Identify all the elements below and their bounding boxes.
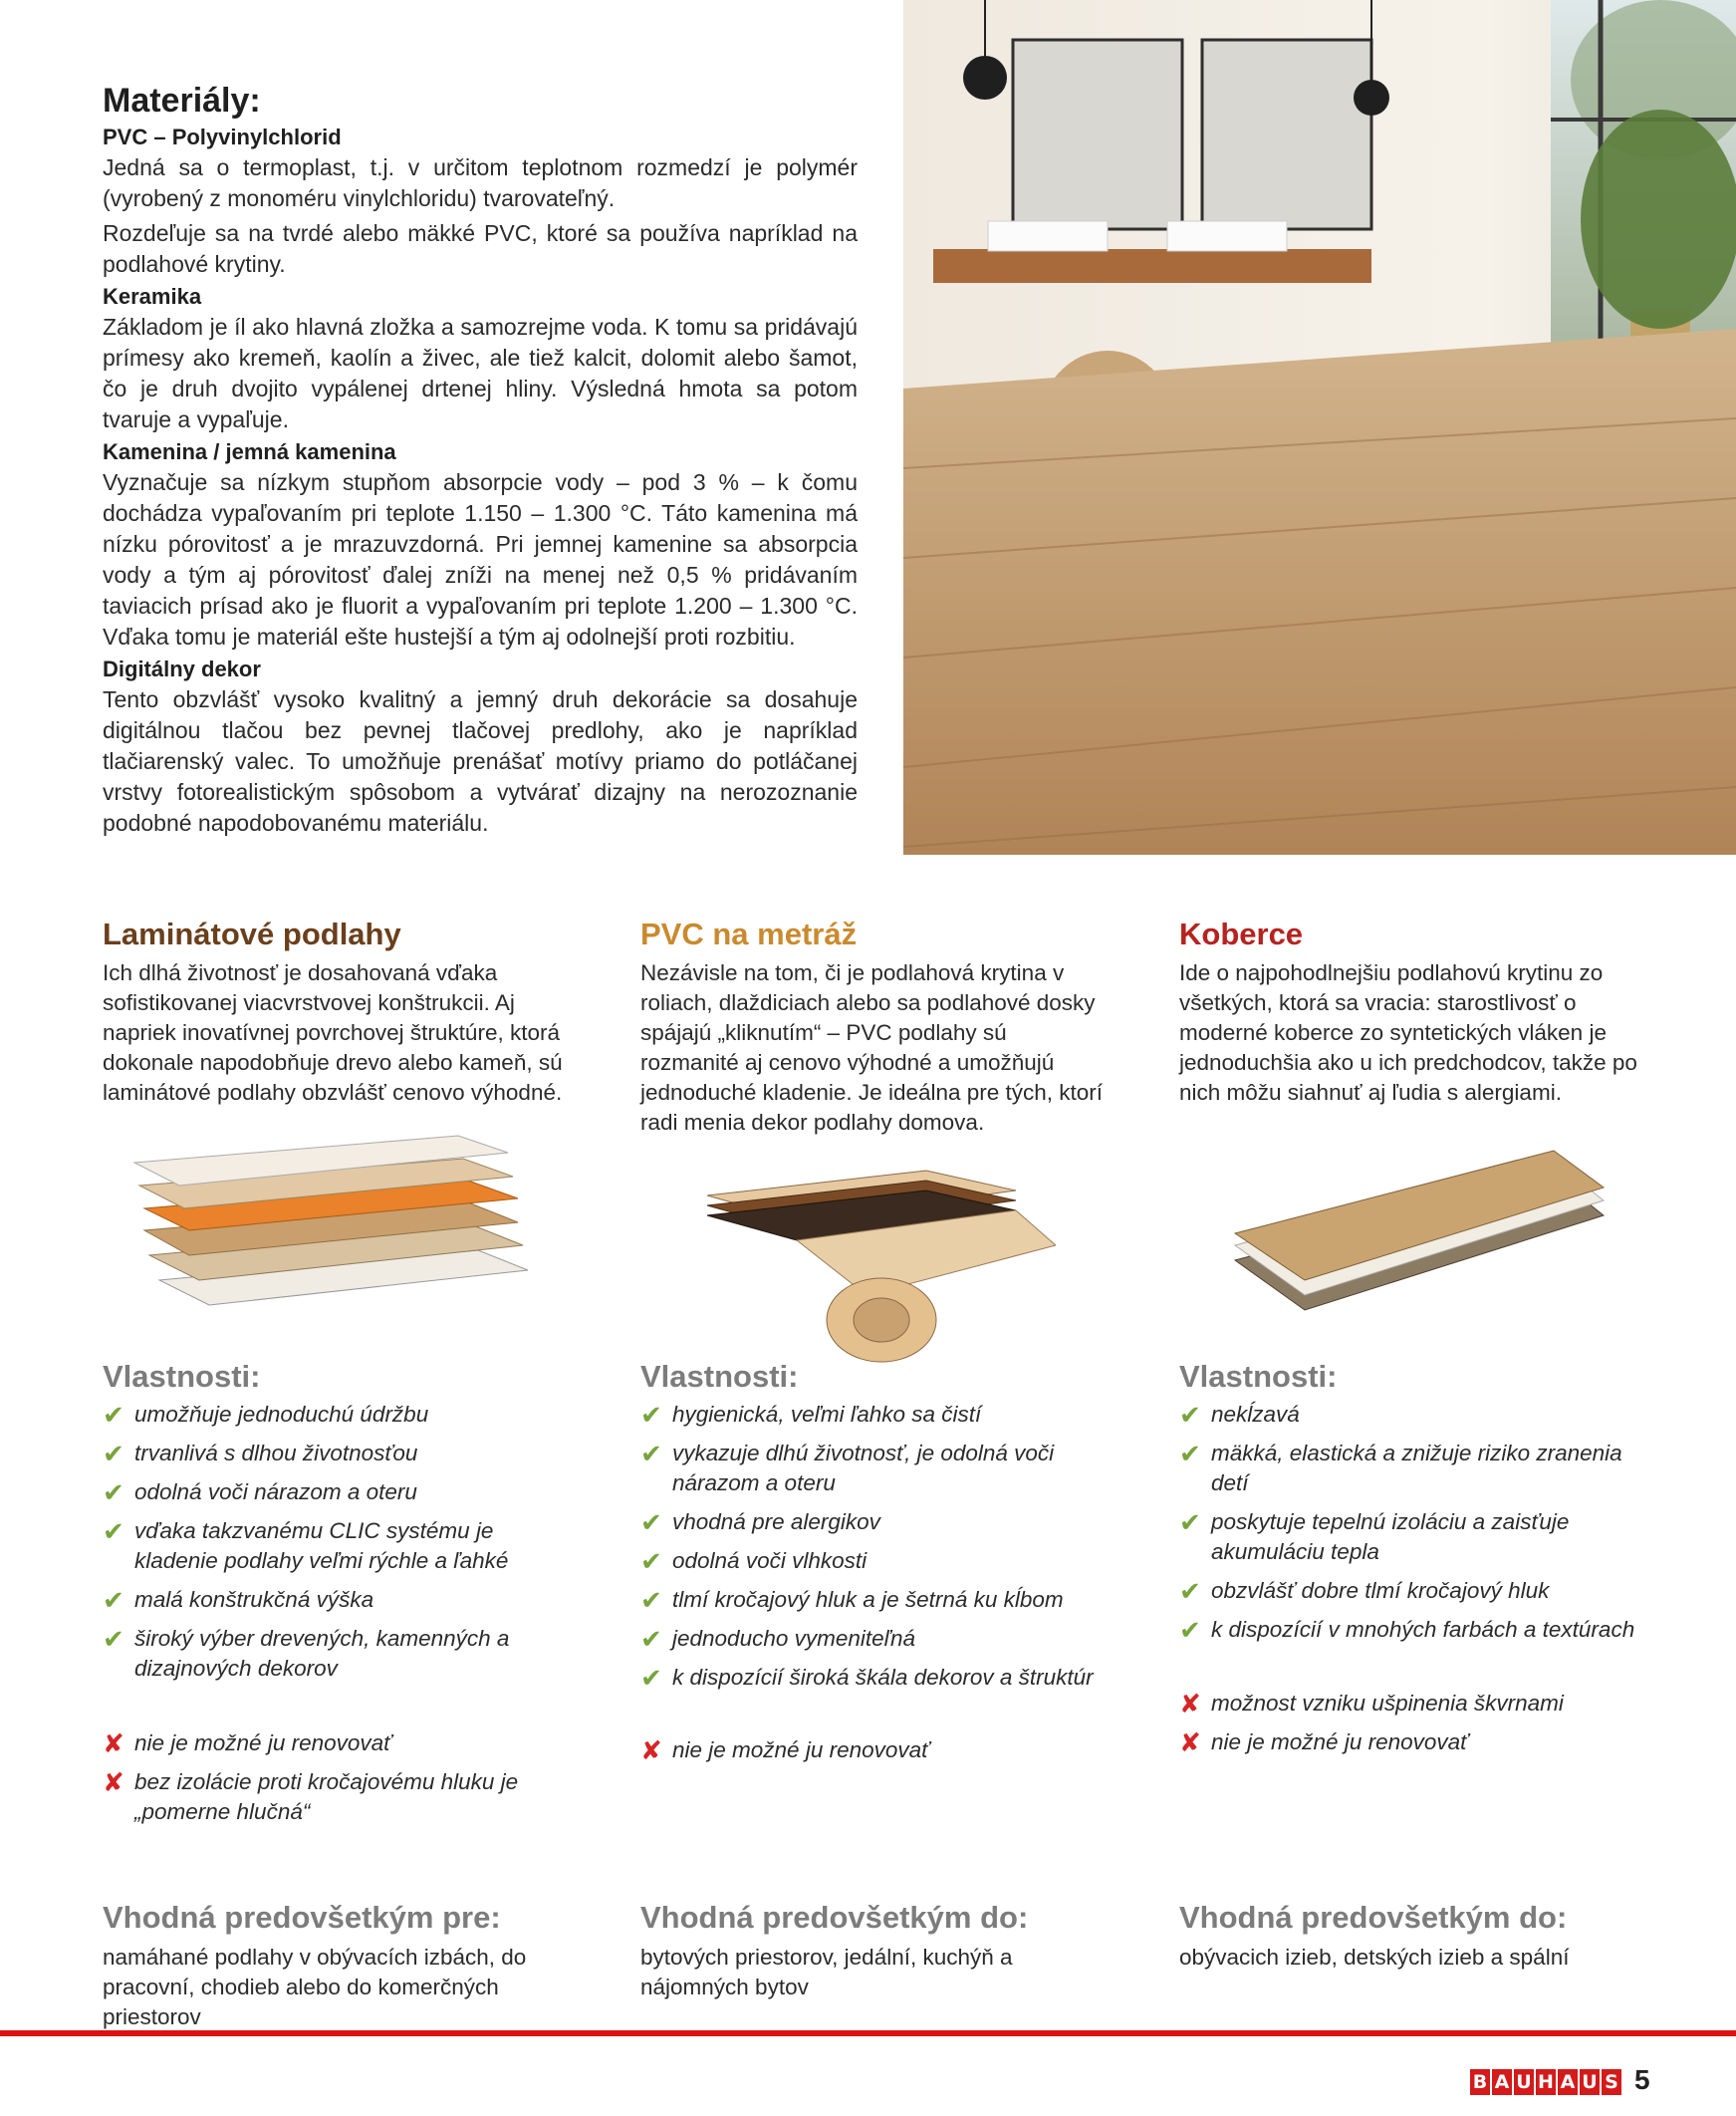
cross-icon: ✘ <box>1179 1689 1201 1719</box>
item-text: odolná voči vlhkosti <box>672 1548 868 1573</box>
cross-icon: ✘ <box>103 1767 124 1797</box>
props-title: Vlastnosti: <box>1179 1359 1338 1394</box>
materials-section <box>103 82 858 843</box>
pros-list <box>640 1400 1099 1702</box>
logo-letter: S <box>1602 2069 1621 2095</box>
pro-item <box>640 1400 1099 1430</box>
item-text: hygienická, veľmi ľahko sa čistí <box>672 1402 982 1427</box>
pros-list <box>1179 1400 1637 1654</box>
logo-letter: U <box>1580 2069 1600 2095</box>
check-icon: ✔ <box>1179 1576 1201 1606</box>
suitable-title: Vhodná predovšetkým do: <box>640 1900 1029 1935</box>
column-title: PVC na metráž <box>640 917 858 951</box>
props-title: Vlastnosti: <box>103 1359 261 1394</box>
check-icon: ✔ <box>640 1663 662 1693</box>
item-text: nie je možné ju renovovať <box>672 1737 930 1762</box>
material-paragraph: Rozdeľuje sa na tvrdé alebo mäkké PVC, ktoré sa používa napríklad na podlahové krytiny. <box>103 220 858 277</box>
pro-item <box>640 1507 1099 1537</box>
item-text: vykazuje dlhú životnosť, je odolná voči nárazom a oteru <box>672 1441 1055 1495</box>
con-item <box>103 1767 561 1827</box>
material-paragraph: Tento obzvlášť vysoko kvalitný a jemný druh dekorácie sa dosahuje digitálnou tlačou bez pevnej tlačovej predlohy, ako je napríklad tlačiarenský valec. To umožňuje prenášať motívy priamo do potláčanej vrstvy fotorealistickým spôsobom a vytvárať dizajny na nerozoznanie podobné napodobovanému materiálu. <box>103 686 858 836</box>
cross-icon: ✘ <box>103 1728 124 1758</box>
check-icon: ✔ <box>103 1585 124 1615</box>
cross-icon: ✘ <box>640 1735 662 1765</box>
check-icon: ✔ <box>103 1516 124 1546</box>
pro-item <box>640 1546 1099 1576</box>
logo-letter: A <box>1492 2069 1512 2095</box>
material-paragraph: Vyznačuje sa nízkym stupňom absorpcie vody – pod 3 % – k čomu dochádza vypaľovaním pri teplote 1.150 – 1.300 °C. Táto kamenina má nízku pórovitosť a je mrazuvzdorná. Pri jemnej kamenine sa absorpcia vody a tým aj pórovitosť ďalej zníži na menej než 0,5 % pridávaním taviacich prísad ako je fluorit a vypaľovaním pri teplote 1.200 – 1.300 °C. Vďaka tomu je materiál ešte hustejší a tým aj odolnejší proti rozbitiu. <box>103 469 858 650</box>
pro-item <box>640 1585 1099 1615</box>
pro-item <box>1179 1400 1637 1430</box>
suitable-text: bytových priestorov, jedální, kuchýň a nájomných bytov <box>640 1945 1013 1999</box>
check-icon: ✔ <box>103 1400 124 1430</box>
check-icon: ✔ <box>640 1546 662 1576</box>
item-text: umožňuje jednoduchú údržbu <box>134 1402 429 1427</box>
props-title: Vlastnosti: <box>640 1359 799 1394</box>
pro-item <box>103 1439 561 1468</box>
con-item <box>1179 1689 1637 1719</box>
check-icon: ✔ <box>1179 1507 1201 1537</box>
item-text: vďaka takzvanému CLIC systému je kladenie podlahy veľmi rýchle a ľahké <box>134 1518 509 1573</box>
cross-icon: ✘ <box>1179 1727 1201 1757</box>
check-icon: ✔ <box>640 1624 662 1654</box>
cons-list <box>1179 1689 1637 1766</box>
pro-item <box>640 1439 1099 1498</box>
item-text: k dispozícií v mnohých farbách a textúrach <box>1211 1617 1635 1642</box>
page-number: 5 <box>1634 2064 1650 2095</box>
con-item <box>1179 1727 1637 1757</box>
column-intro: Ide o najpohodlnejšiu podlahovú krytinu zo všetkých, ktorá sa vracia: starostlivosť o moderné koberce zo syntetických vláken je jednoduchšia ako u ich predchodcov, takže po nich môžu siahnuť aj ľudia s alergiami. <box>1179 960 1637 1105</box>
laminate-layers-illustration <box>129 1131 538 1325</box>
logo-letter: U <box>1514 2069 1534 2095</box>
pro-item <box>640 1663 1099 1693</box>
item-text: mäkká, elastická a znižuje riziko zranenia detí <box>1211 1441 1622 1495</box>
logo-letter: B <box>1470 2069 1490 2095</box>
suitable-text: obývacich izieb, detských izieb a spální <box>1179 1945 1570 1970</box>
item-text: možnost vzniku ušpinenia škvrnami <box>1211 1691 1564 1716</box>
pro-item <box>1179 1576 1637 1606</box>
footer-divider <box>0 2030 1736 2036</box>
column-laminate <box>103 917 571 1108</box>
pro-item <box>103 1477 561 1507</box>
check-icon: ✔ <box>103 1439 124 1468</box>
check-icon: ✔ <box>103 1624 124 1654</box>
material-paragraph: Základom je íl ako hlavná zložka a samozrejme voda. K tomu sa pridávajú prímesy ako kremeň, kaolín a živec, ale tiež kalcit, dolomit alebo šamot, čo je druh dvojito vypálenej drtenej hliny. Výsledná hmota sa potom tvaruje a vypaľuje. <box>103 314 858 432</box>
cons-list <box>640 1735 1099 1774</box>
item-text: malá konštrukčná výška <box>134 1587 374 1612</box>
material-heading-digital: Digitálny dekor <box>103 657 261 681</box>
suitable-title: Vhodná predovšetkým pre: <box>103 1900 501 1935</box>
check-icon: ✔ <box>1179 1439 1201 1468</box>
pro-item <box>1179 1439 1637 1498</box>
con-item <box>640 1735 1099 1765</box>
item-text: vhodná pre alergikov <box>672 1509 880 1534</box>
check-icon: ✔ <box>640 1585 662 1615</box>
pro-item <box>1179 1507 1637 1567</box>
material-paragraph: Jedná sa o termoplast, t.j. v určitom teplotnom rozmedzí je polymér (vyrobený z monoméru vinylchloridu) tvarovateľný. <box>103 154 858 211</box>
logo-letter: A <box>1558 2069 1578 2095</box>
item-text: obzvlášť dobre tlmí kročajový hluk <box>1211 1578 1550 1603</box>
pvc-roll-illustration <box>697 1156 1056 1370</box>
pro-item <box>103 1585 561 1615</box>
item-text: trvanlivá s dlhou životnosťou <box>134 1441 418 1465</box>
column-intro: Nezávisle na tom, či je podlahová krytina v roliach, dlaždiciach alebo sa podlahové dosky spájajú „kliknutím“ – PVC podlahy sú rozmanité aj cenovo výhodné a umožňujú jednoduché kladenie. Je ideálna pre tých, ktorí radi menia dekor podlahy domova. <box>640 960 1104 1135</box>
pro-item <box>103 1624 561 1684</box>
check-icon: ✔ <box>1179 1615 1201 1645</box>
suitable-title: Vhodná predovšetkým do: <box>1179 1900 1568 1935</box>
item-text: bez izolácie proti kročajovému hluku je „pomerne hlučná“ <box>134 1769 519 1824</box>
con-item <box>103 1728 561 1758</box>
item-text: jednoducho vymeniteľná <box>672 1626 915 1651</box>
column-pvc <box>640 917 1109 1138</box>
pro-item <box>640 1624 1099 1654</box>
bathroom-photo <box>903 0 1736 855</box>
column-title: Laminátové podlahy <box>103 917 401 951</box>
bauhaus-logo <box>1470 2069 1621 2095</box>
pro-item <box>103 1400 561 1430</box>
check-icon: ✔ <box>1179 1400 1201 1430</box>
material-heading-keramika: Keramika <box>103 284 202 309</box>
item-text: odolná voči nárazom a oteru <box>134 1479 417 1504</box>
item-text: nekĺzavá <box>1211 1402 1300 1427</box>
check-icon: ✔ <box>640 1400 662 1430</box>
materials-title: Materiály: <box>103 82 261 120</box>
column-title: Koberce <box>1179 917 1304 951</box>
material-heading-pvc: PVC – Polyvinylchlorid <box>103 125 342 149</box>
cons-list <box>103 1728 561 1836</box>
check-icon: ✔ <box>640 1439 662 1468</box>
check-icon: ✔ <box>640 1507 662 1537</box>
logo-letter: H <box>1536 2069 1556 2095</box>
item-text: nie je možné ju renovovať <box>1211 1729 1469 1754</box>
column-intro: Ich dlhá životnosť je dosahovaná vďaka sofistikovanej viacvrstvovej konštrukcii. Aj napriek inovatívnej povrchovej štruktúre, ktorá dokonale napodobňuje drevo alebo kameň, sú laminátové podlahy obzvlášť cenovo výhodné. <box>103 960 563 1105</box>
pro-item <box>1179 1615 1637 1645</box>
item-text: k dispozícií široká škála dekorov a štruktúr <box>672 1665 1094 1690</box>
item-text: tlmí kročajový hluk a je šetrná ku kĺbom <box>672 1587 1064 1612</box>
suitable-text: namáhané podlahy v obývacích izbách, do pracovní, chodieb alebo do komerčných priestorov <box>103 1945 527 2029</box>
pros-list <box>103 1400 561 1693</box>
item-text: široký výber drevených, kamenných a dizajnových dekorov <box>134 1626 510 1681</box>
column-carpet <box>1179 917 1647 1108</box>
check-icon: ✔ <box>103 1477 124 1507</box>
item-text: nie je možné ju renovovať <box>134 1730 392 1755</box>
pro-item <box>103 1516 561 1576</box>
item-text: poskytuje tepelnú izoláciu a zaisťuje akumuláciu tepla <box>1211 1509 1570 1564</box>
material-heading-kamenina: Kamenina / jemná kamenina <box>103 439 396 464</box>
carpet-layers-illustration <box>1225 1146 1613 1325</box>
